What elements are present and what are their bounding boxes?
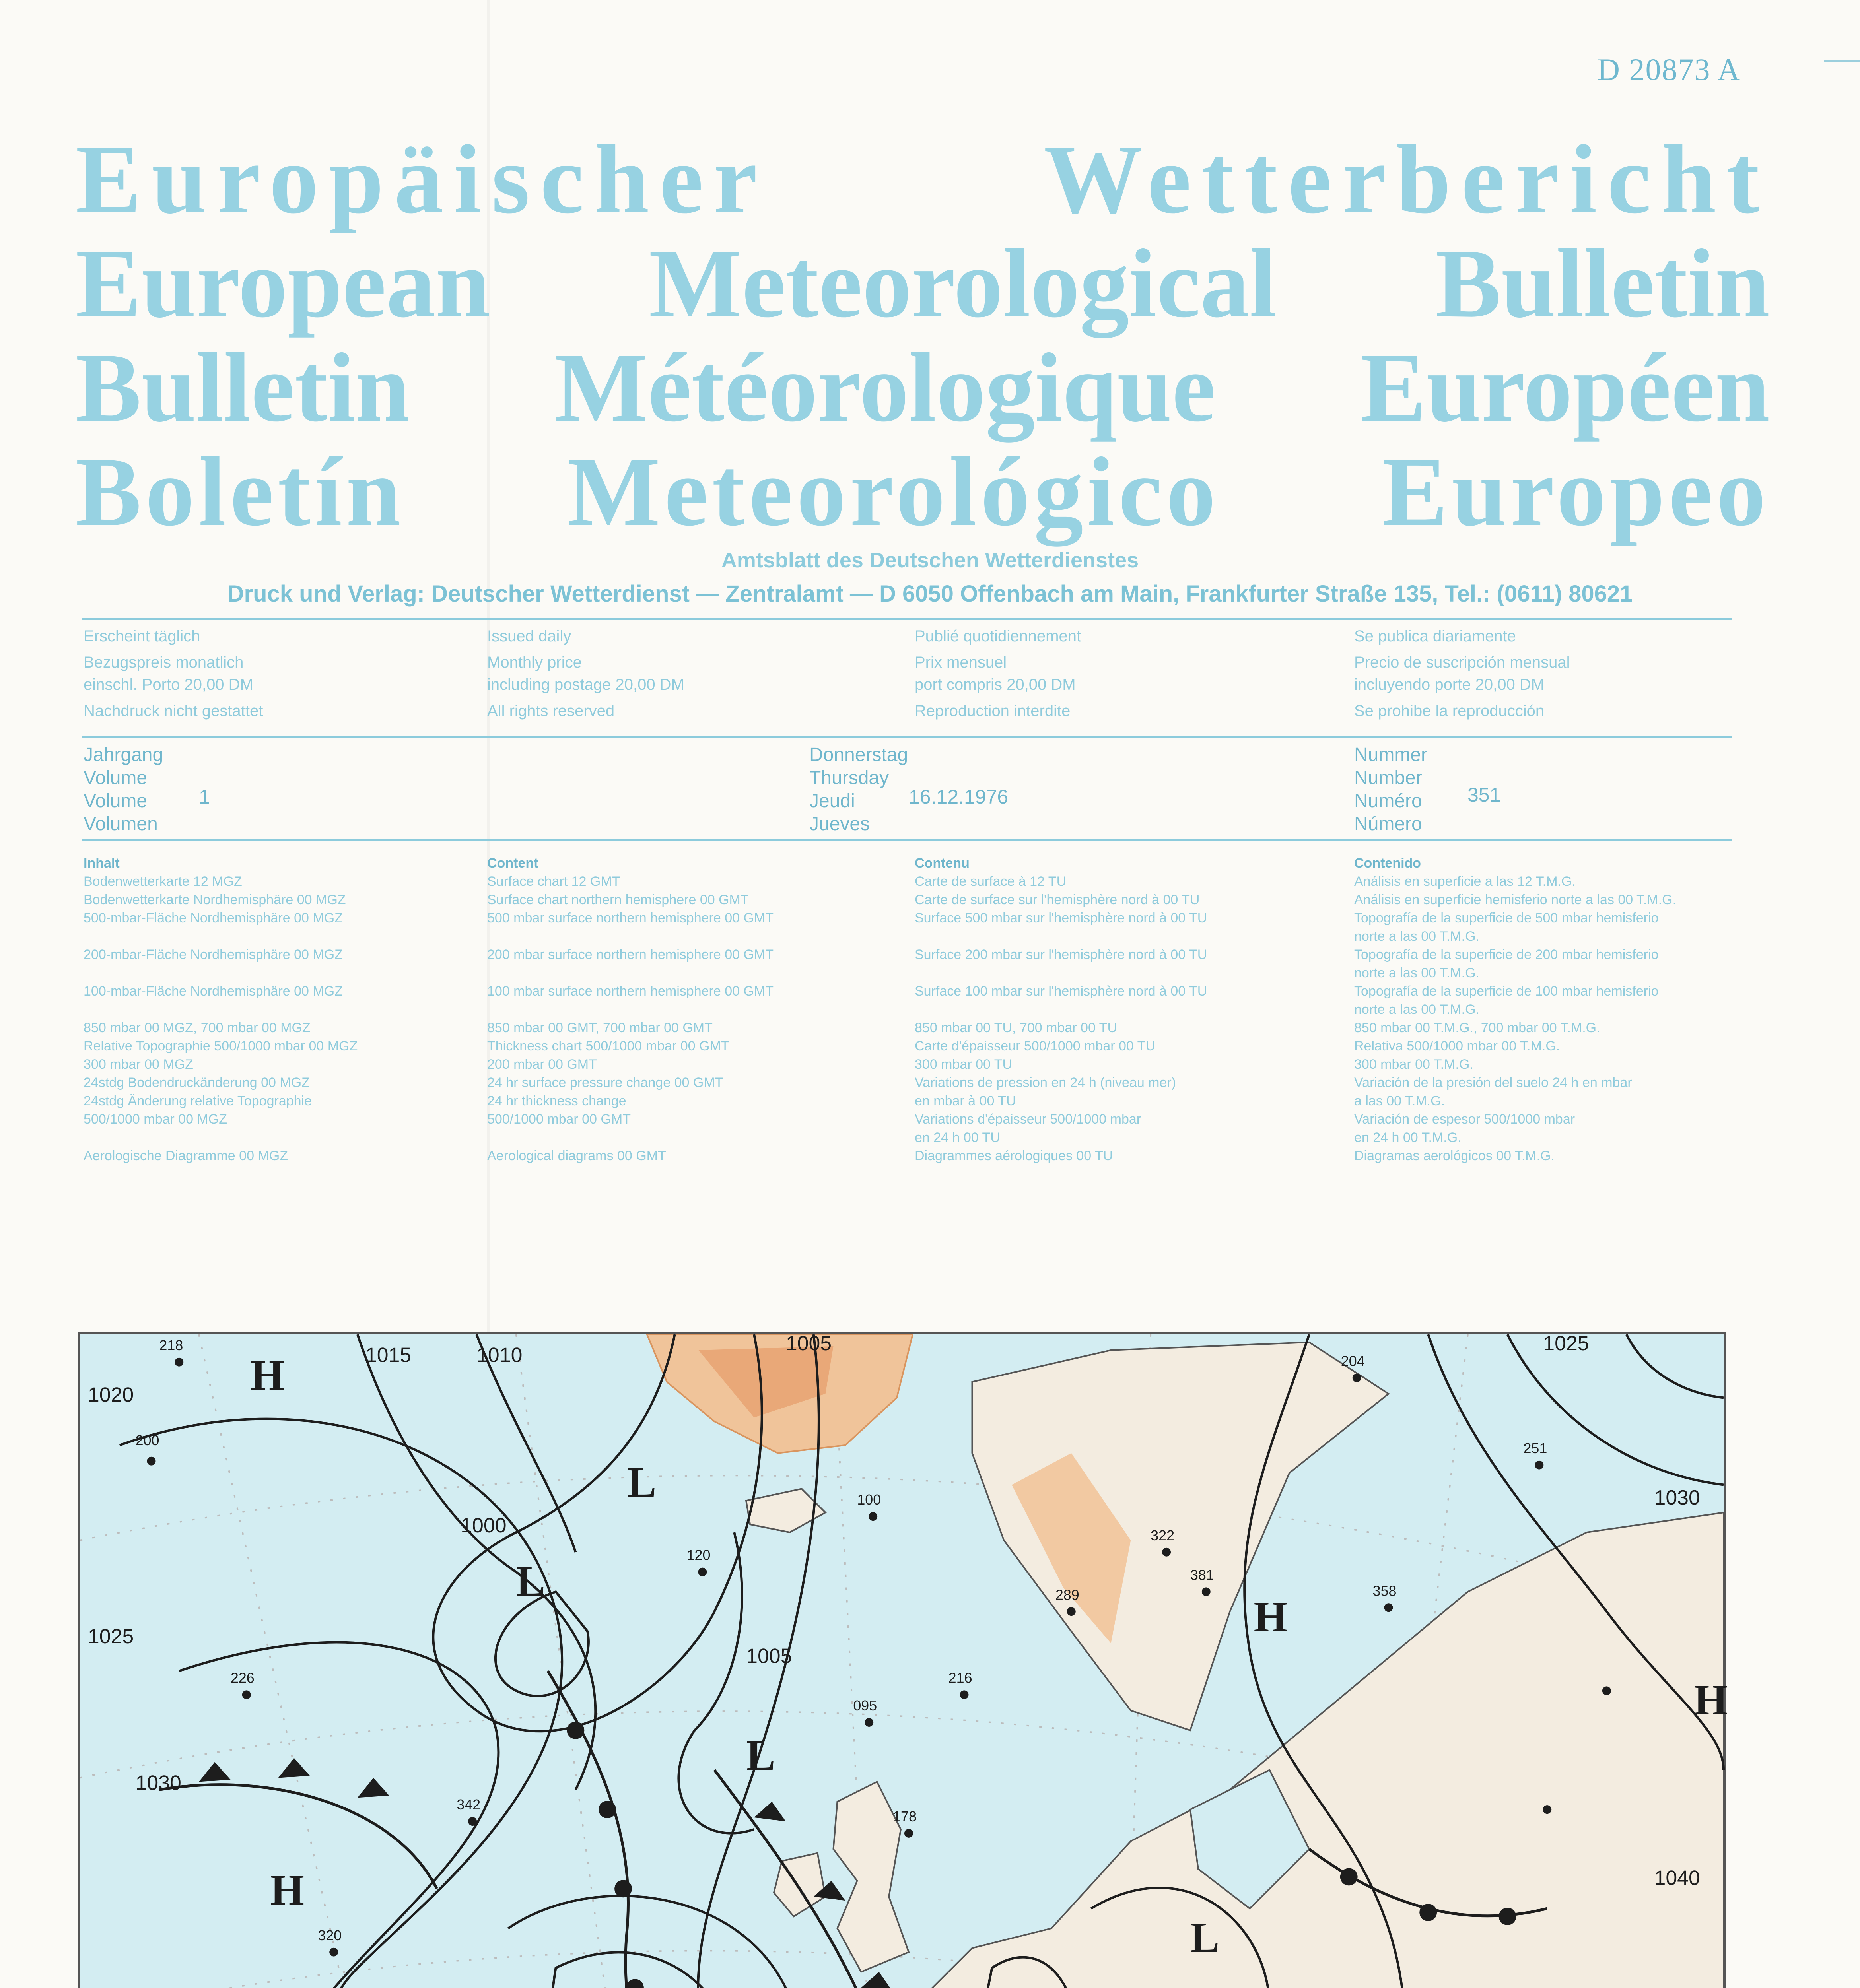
contents-item: 850 mbar 00 MGZ, 700 mbar 00 MGZ xyxy=(84,1020,311,1035)
contents-item: Surface chart 12 GMT xyxy=(487,874,620,889)
info-line: Se prohibe la reproducción xyxy=(1354,702,1545,720)
publisher-line: Druck und Verlag: Deutscher Wetterdienst — Zentralamt — D 6050 Offenbach am Main, Frankfurter Straße 135, Tel.: (0611) 80621 xyxy=(227,581,1633,607)
contents-item: Relativa 500/1000 mbar 00 T.M.G. xyxy=(1354,1039,1560,1054)
contents-item: en 24 h 00 TU xyxy=(915,1130,1000,1145)
contents-item: 850 mbar 00 TU, 700 mbar 00 TU xyxy=(915,1020,1118,1035)
contents-item: Aerologische Diagramme 00 MGZ xyxy=(84,1148,288,1163)
contents-item: en mbar à 00 TU xyxy=(915,1093,1016,1109)
contents-item: Bodenwetterkarte Nordhemisphäre 00 MGZ xyxy=(84,892,346,907)
contents-german xyxy=(84,854,358,1165)
contents-item: Bodenwetterkarte 12 MGZ xyxy=(84,874,242,889)
isobar-label: 1015 xyxy=(365,1343,412,1367)
contents-item: 300 mbar 00 TU xyxy=(915,1057,1013,1072)
info-line: Reproduction interdite xyxy=(915,702,1071,720)
number-label: Número xyxy=(1354,813,1422,835)
volume-label: Volumen xyxy=(84,813,158,835)
contents-item: norte a las 00 T.M.G. xyxy=(1354,965,1479,980)
station-value: 381 xyxy=(1190,1567,1214,1583)
station-value: 342 xyxy=(457,1797,481,1813)
contents-item xyxy=(84,927,358,945)
contents-item: 200-mbar-Fläche Nordhemisphäre 00 MGZ xyxy=(84,947,343,962)
info-line: Erscheint täglich xyxy=(84,627,200,645)
isobar-label: 1005 xyxy=(785,1331,832,1355)
title-word: Europeo xyxy=(1382,437,1770,546)
contents-item xyxy=(84,1128,358,1147)
contents-item: Surface 200 mbar sur l'hemisphère nord à 00 TU xyxy=(915,947,1207,962)
weekday-labels xyxy=(809,744,908,836)
volume-labels xyxy=(84,744,163,836)
contents-item xyxy=(915,964,1207,982)
info-line: Precio de suscripción mensual xyxy=(1354,654,1570,671)
info-line: Issued daily xyxy=(487,627,571,645)
title-french xyxy=(76,333,1770,442)
station-value: 320 xyxy=(318,1927,342,1943)
divider xyxy=(82,839,1732,841)
contents-item: a las 00 T.M.G. xyxy=(1354,1093,1445,1109)
contents-item xyxy=(487,1128,774,1147)
contents-item: 200 mbar 00 GMT xyxy=(487,1057,597,1072)
weekday-label: Jueves xyxy=(809,813,870,835)
contents-item: Carte de surface sur l'hemisphère nord à 00 TU xyxy=(915,892,1200,907)
contents-item: 850 mbar 00 GMT, 700 mbar 00 GMT xyxy=(487,1020,713,1035)
volume-label: Volume xyxy=(84,790,148,812)
station-value: 358 xyxy=(1372,1583,1397,1599)
contents-item: 100-mbar-Fläche Nordhemisphäre 00 MGZ xyxy=(84,984,343,999)
title-word: Bulletin xyxy=(1435,229,1770,338)
station-value: 095 xyxy=(853,1698,877,1714)
isobar-label: 1005 xyxy=(746,1644,792,1668)
pressure-center: L xyxy=(516,1557,545,1606)
contents-item: Variación de espesor 500/1000 mbar xyxy=(1354,1112,1575,1127)
title-word: Boletín xyxy=(76,437,405,546)
contents-item: 850 mbar 00 T.M.G., 700 mbar 00 T.M.G. xyxy=(1354,1020,1600,1035)
contents-item: Surface 100 mbar sur l'hemisphère nord à 00 TU xyxy=(915,984,1207,999)
station-value: 289 xyxy=(1055,1587,1079,1603)
contents-item: Topografía de la superficie de 500 mbar hemisferio xyxy=(1354,911,1659,926)
contents-item: 500-mbar-Fläche Nordhemisphäre 00 MGZ xyxy=(84,911,343,926)
info-line: incluyendo porte 20,00 DM xyxy=(1354,676,1545,693)
contents-item: 100 mbar surface northern hemisphere 00 GMT xyxy=(487,984,774,999)
station-value: 226 xyxy=(230,1670,255,1686)
weekday-label: Donnerstag xyxy=(809,744,908,765)
info-line: Se publica diariamente xyxy=(1354,627,1516,645)
contents-item: 24 hr thickness change xyxy=(487,1093,626,1109)
station-value: 100 xyxy=(857,1492,881,1508)
contents-item: Diagrammes aérologiques 00 TU xyxy=(915,1148,1113,1163)
contents-item: 24 hr surface pressure change 00 GMT xyxy=(487,1075,723,1090)
contents-english xyxy=(487,854,774,1165)
title-word: Bulletin xyxy=(76,333,410,442)
pressure-center: H xyxy=(250,1351,285,1400)
contents-item: Surface 500 mbar sur l'hemisphère nord à 00 TU xyxy=(915,911,1207,926)
surface-weather-map xyxy=(78,1332,1726,1988)
contents-item: 500/1000 mbar 00 GMT xyxy=(487,1112,631,1127)
contents-item xyxy=(915,927,1207,945)
title-word: Europäischer xyxy=(76,124,768,234)
station-value: 216 xyxy=(948,1670,972,1686)
isobar-label: 1025 xyxy=(87,1624,134,1648)
info-line: port compris 20,00 DM xyxy=(915,676,1076,693)
contents-item: Carte de surface à 12 TU xyxy=(915,874,1067,889)
map-canvas xyxy=(80,1331,1728,1988)
contents-item: 300 mbar 00 MGZ xyxy=(84,1057,193,1072)
station-value: 200 xyxy=(135,1432,159,1448)
station-value: 218 xyxy=(159,1337,183,1353)
divider xyxy=(82,736,1732,738)
contents-item: norte a las 00 T.M.G. xyxy=(1354,1002,1479,1017)
station-value: 204 xyxy=(1341,1353,1365,1369)
title-english xyxy=(76,231,1770,336)
contents-heading: Contenu xyxy=(915,856,970,871)
title-word: Meteorological xyxy=(649,229,1277,338)
contents-item: Surface chart northern hemisphere 00 GMT xyxy=(487,892,749,907)
title-word: Européen xyxy=(1361,333,1770,442)
contents-item: 300 mbar 00 T.M.G. xyxy=(1354,1057,1473,1072)
isobar-label: 1000 xyxy=(461,1513,507,1537)
contents-item: Thickness chart 500/1000 mbar 00 GMT xyxy=(487,1039,729,1054)
official-gazette-line: Amtsblatt des Deutschen Wetterdienstes xyxy=(721,548,1139,572)
station-value: 251 xyxy=(1523,1440,1547,1456)
document-id: D 20873 A xyxy=(1597,52,1741,87)
contents-item: 500/1000 mbar 00 MGZ xyxy=(84,1112,227,1127)
divider xyxy=(82,618,1732,620)
info-german xyxy=(84,625,263,722)
edge-mark xyxy=(1824,60,1860,62)
weekday-label: Jeudi xyxy=(809,790,855,812)
contents-item xyxy=(915,1000,1207,1019)
contents-heading: Content xyxy=(487,856,538,871)
contents-item: en 24 h 00 T.M.G. xyxy=(1354,1130,1462,1145)
contents-spanish xyxy=(1354,854,1676,1165)
title-german xyxy=(76,124,1770,234)
station-value: 322 xyxy=(1151,1527,1175,1543)
volume-number: 1 xyxy=(199,786,210,808)
contents-item xyxy=(487,964,774,982)
contents-item: Análisis en superficie a las 12 T.M.G. xyxy=(1354,874,1576,889)
title-word: European xyxy=(76,229,490,338)
isobar-label: 1030 xyxy=(135,1771,181,1794)
contents-item: Diagramas aerológicos 00 T.M.G. xyxy=(1354,1148,1555,1163)
contents-item: 200 mbar surface northern hemisphere 00 GMT xyxy=(487,947,774,962)
pressure-center: L xyxy=(627,1458,657,1507)
title-spanish xyxy=(76,437,1770,546)
title-word: Wetterbericht xyxy=(1044,124,1770,234)
contents-item: Aerological diagrams 00 GMT xyxy=(487,1148,666,1163)
contents-item: Variations de pression en 24 h (niveau mer) xyxy=(915,1075,1176,1090)
info-french xyxy=(915,625,1081,722)
contents-item xyxy=(84,1000,358,1019)
pressure-center: L xyxy=(1190,1913,1220,1962)
info-line: All rights reserved xyxy=(487,702,615,720)
volume-label: Jahrgang xyxy=(84,744,163,765)
contents-item: Carte d'épaisseur 500/1000 mbar 00 TU xyxy=(915,1039,1155,1054)
contents-item: Análisis en superficie hemisferio norte a las 00 T.M.G. xyxy=(1354,892,1677,907)
contents-item xyxy=(487,1000,774,1019)
info-line: Monthly price xyxy=(487,654,582,671)
contents-item: Topografía de la superficie de 100 mbar hemisferio xyxy=(1354,984,1659,999)
number-label: Numéro xyxy=(1354,790,1422,812)
pressure-center: L xyxy=(746,1731,775,1780)
contents-item: 24stdg Bodendruckänderung 00 MGZ xyxy=(84,1075,310,1090)
info-line: einschl. Porto 20,00 DM xyxy=(84,676,253,693)
contents-item: Variación de la presión del suelo 24 h en mbar xyxy=(1354,1075,1632,1090)
pressure-center: H xyxy=(1694,1675,1728,1724)
pressure-center: H xyxy=(1254,1592,1288,1641)
isobar-label: 1020 xyxy=(87,1383,134,1406)
info-spanish xyxy=(1354,625,1570,722)
title-word: Météorologique xyxy=(554,333,1216,442)
contents-heading: Contenido xyxy=(1354,856,1421,871)
contents-french xyxy=(915,854,1207,1165)
title-block xyxy=(76,124,1770,546)
volume-label: Volume xyxy=(84,767,148,788)
contents-item: 24stdg Änderung relative Topographie xyxy=(84,1093,312,1109)
contents-item: Relative Topographie 500/1000 mbar 00 MGZ xyxy=(84,1039,358,1054)
info-line: Prix mensuel xyxy=(915,654,1007,671)
info-line: Nachdruck nicht gestattet xyxy=(84,702,263,720)
isobar-label: 1025 xyxy=(1543,1331,1589,1355)
station-value: 120 xyxy=(686,1547,711,1563)
contents-item: norte a las 00 T.M.G. xyxy=(1354,929,1479,944)
number-labels xyxy=(1354,744,1427,836)
contents-item: 500 mbar surface northern hemisphere 00 GMT xyxy=(487,911,774,926)
isobar-label: 1040 xyxy=(1654,1866,1700,1889)
issue-number: 351 xyxy=(1467,784,1501,806)
contents-heading: Inhalt xyxy=(84,856,120,871)
station-value: 178 xyxy=(893,1809,917,1825)
weekday-label: Thursday xyxy=(809,767,889,788)
isobar-label: 1030 xyxy=(1654,1486,1700,1509)
contents-item xyxy=(487,927,774,945)
contents-item: Topografía de la superficie de 200 mbar hemisferio xyxy=(1354,947,1659,962)
number-label: Nummer xyxy=(1354,744,1428,765)
info-line: including postage 20,00 DM xyxy=(487,676,684,693)
info-line: Bezugspreis monatlich xyxy=(84,654,244,671)
contents-item: Variations d'épaisseur 500/1000 mbar xyxy=(915,1112,1141,1127)
pressure-center: H xyxy=(270,1866,304,1914)
info-english xyxy=(487,625,684,722)
number-label: Number xyxy=(1354,767,1422,788)
issue-date: 16.12.1976 xyxy=(909,786,1009,808)
contents-item xyxy=(84,964,358,982)
title-word: Meteorológico xyxy=(567,437,1220,546)
info-line: Publié quotidiennement xyxy=(915,627,1081,645)
isobar-label: 1010 xyxy=(476,1343,523,1367)
